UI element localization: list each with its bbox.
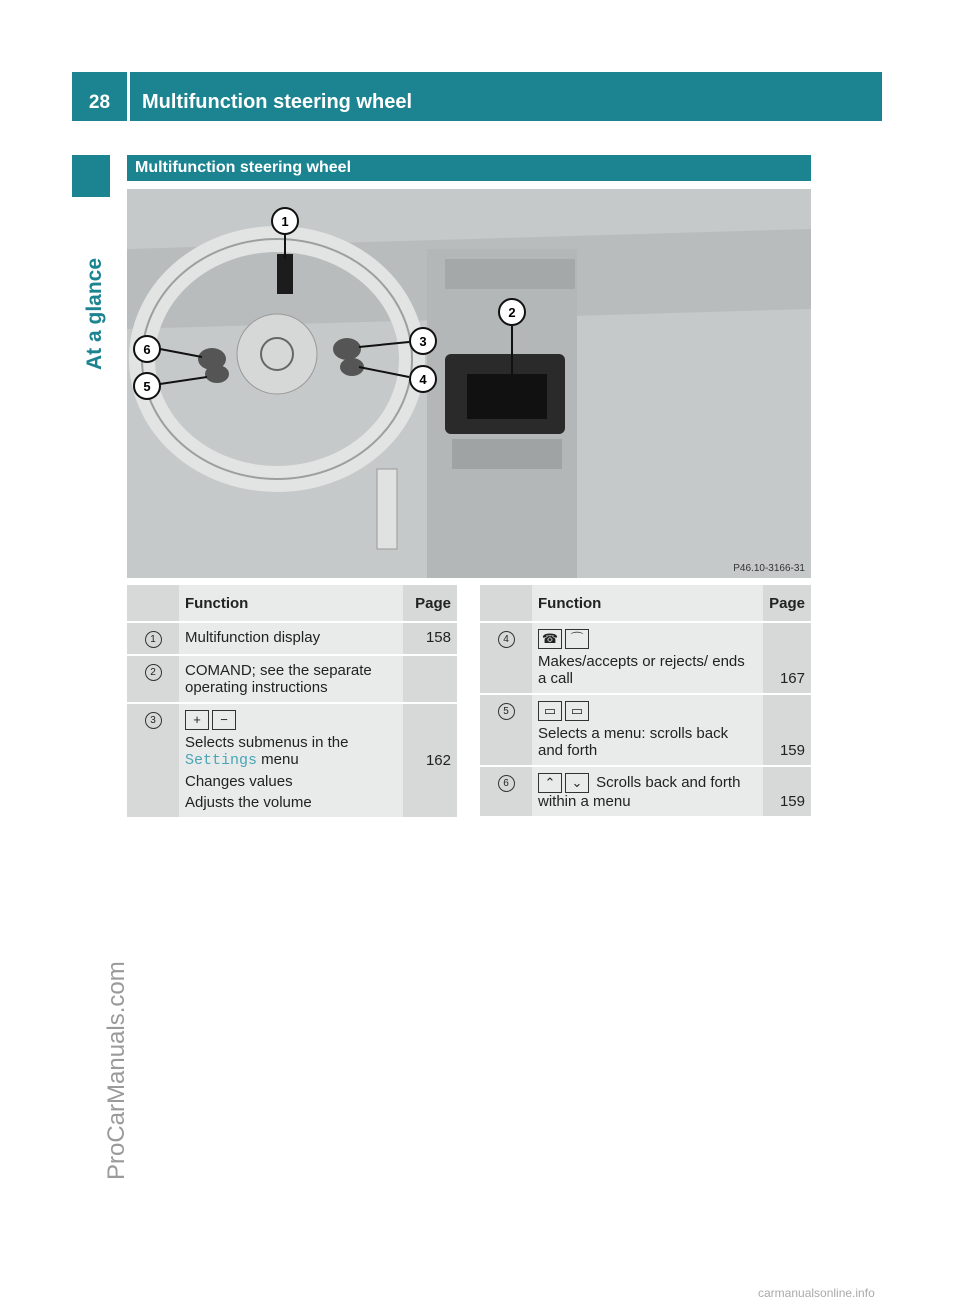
scroll-up-icon: ⌃ [538, 773, 562, 793]
svg-text:2: 2 [508, 305, 516, 320]
settings-menu-word: Settings [185, 752, 258, 769]
scroll-down-icon: ⌄ [565, 773, 589, 793]
table-row [480, 766, 811, 816]
function-text: ☎ ⌒ Makes/accepts or rejects/ ends a call [532, 622, 763, 694]
function-text: ⌃ ⌄ Scrolls back and forth within a menu [532, 766, 763, 816]
function-table-left [127, 585, 457, 817]
menu-forward-icon: ▭ [565, 701, 589, 721]
table-row [127, 622, 457, 655]
page-number: 28 [88, 92, 111, 113]
footer-watermark: carmanualsonline.info [758, 1286, 875, 1300]
function-text: Multifunction display [179, 622, 403, 655]
page-ref: 159 [763, 694, 811, 766]
cockpit-illustration [127, 189, 811, 578]
col-function: Function [179, 585, 403, 622]
figure-code: P46.10-3166-31 [733, 563, 805, 574]
table-row [480, 622, 811, 694]
function-text: COMAND; see the separate operating instructions [179, 655, 403, 703]
col-function: Function [532, 585, 763, 622]
callout-number: 6 [498, 775, 515, 792]
svg-text:6: 6 [143, 342, 151, 357]
page-ref: 162 [403, 703, 457, 817]
table-row [127, 703, 457, 817]
callout-number: 4 [498, 631, 515, 648]
callout-number: 2 [145, 664, 162, 681]
minus-button-icon: − [212, 710, 236, 730]
col-page: Page [763, 585, 811, 622]
phone-end-icon: ☎ [538, 629, 562, 649]
col-page: Page [403, 585, 457, 622]
page-ref [403, 655, 457, 703]
svg-text:1: 1 [281, 214, 289, 229]
svg-text:5: 5 [143, 379, 151, 394]
header-title: Multifunction steering wheel [142, 91, 413, 113]
phone-accept-icon: ⌒ [565, 629, 589, 649]
page-ref: 167 [763, 622, 811, 694]
svg-text:4: 4 [419, 372, 427, 387]
function-text: ▭ ▭ Selects a menu: scrolls back and forth [532, 694, 763, 766]
callout-number: 1 [145, 631, 162, 648]
svg-text:3: 3 [419, 334, 427, 349]
menu-back-icon: ▭ [538, 701, 562, 721]
side-watermark: ProCarManuals.com [103, 961, 130, 1180]
plus-button-icon: + [185, 710, 209, 730]
header-divider [127, 72, 130, 121]
steering-wheel-figure [127, 189, 811, 578]
function-text: + − Selects submenus in the Settings menu Changes values Adjusts the volume [179, 703, 403, 817]
page-ref: 158 [403, 622, 457, 655]
callout-number: 3 [145, 712, 162, 729]
callout-number: 5 [498, 703, 515, 720]
table-row [480, 694, 811, 766]
table-row [127, 655, 457, 703]
side-section-title: At a glance [83, 257, 106, 370]
section-title: Multifunction steering wheel [127, 155, 811, 181]
page-header [72, 72, 882, 121]
page-ref: 159 [763, 766, 811, 816]
side-tab [72, 155, 110, 197]
function-table-right [480, 585, 811, 816]
